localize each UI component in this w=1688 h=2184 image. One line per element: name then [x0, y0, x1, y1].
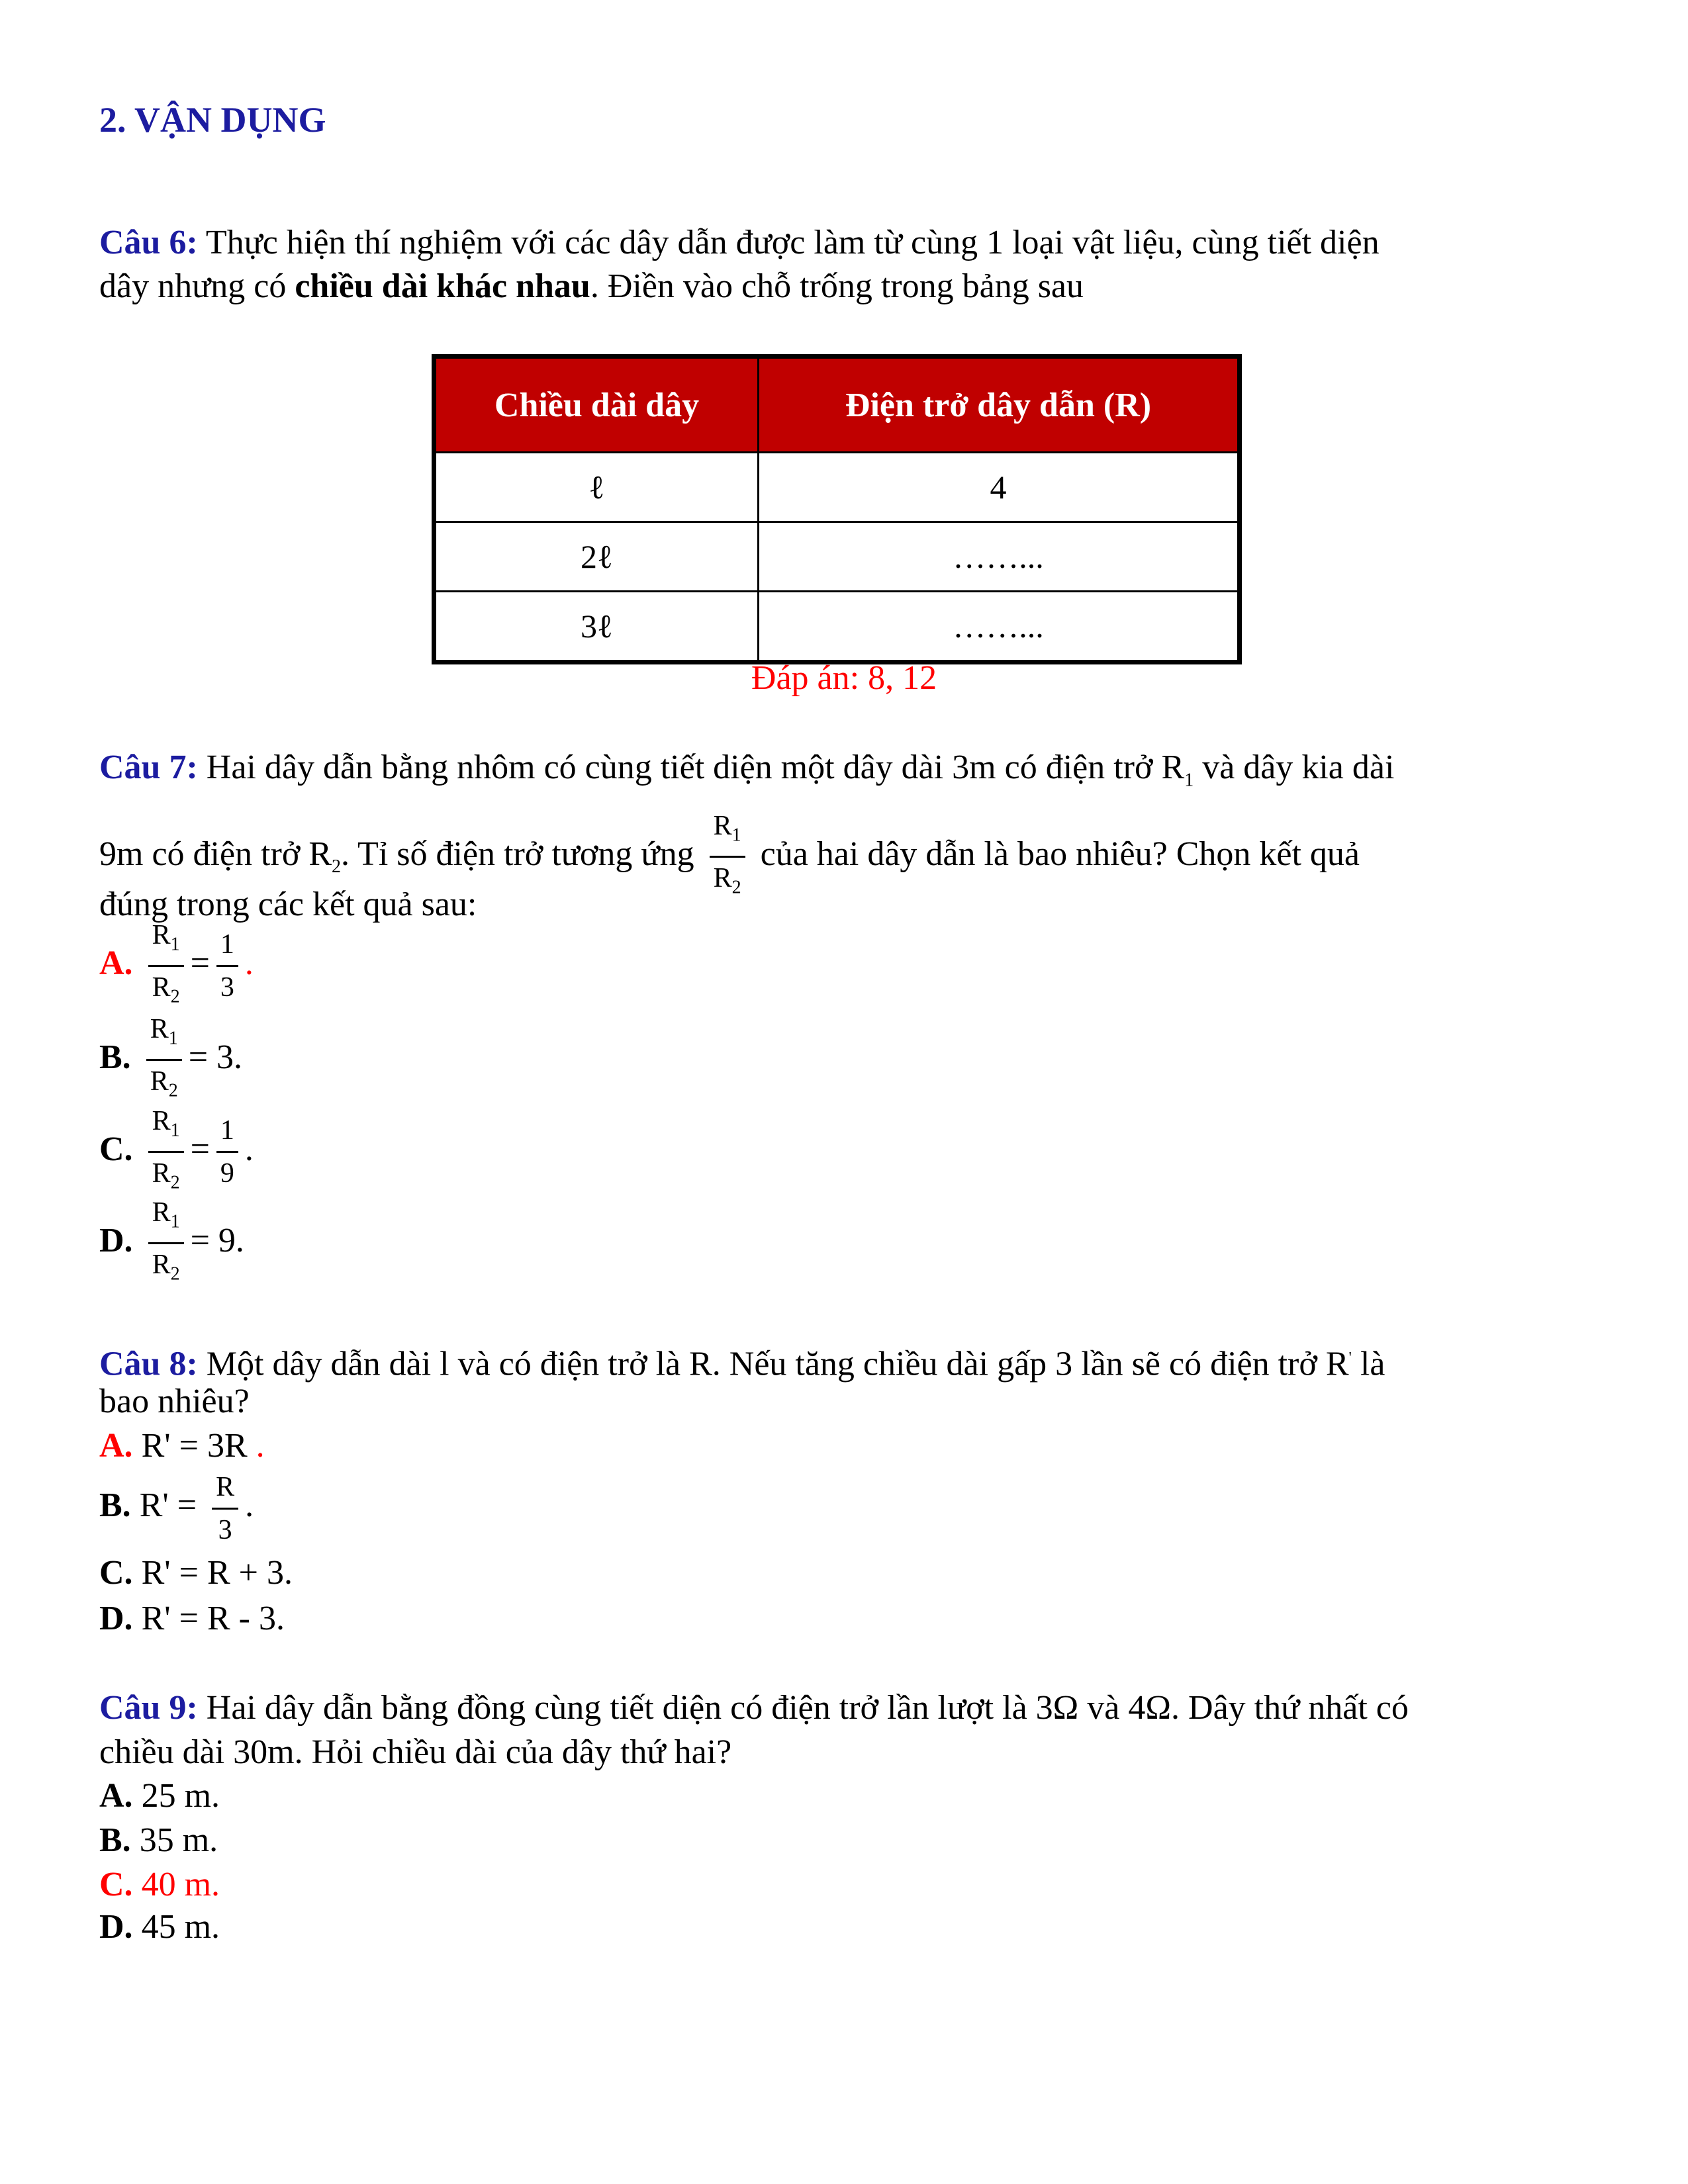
cell: ℓ	[434, 453, 759, 522]
q8-line1: Câu 8: Một dây dẫn dài l và có điện trở là R. Nếu tăng chiều dài gấp 3 lần sẽ có điện trở R' là	[99, 1345, 1385, 1383]
q9-line2: chiều dài 30m. Hỏi chiều dài của dây thứ hai?	[99, 1733, 732, 1771]
q9-option-c[interactable]: C. 40 m.	[99, 1866, 220, 1903]
q7-option-c[interactable]: C. $\frac{R_1}{R_2}$ = $\frac{1}{9}$ .	[99, 1101, 254, 1204]
section-heading: 2. VẬN DỤNG	[99, 100, 326, 140]
resistance-table	[432, 354, 1242, 664]
table-row	[434, 522, 1240, 592]
q9-option-d[interactable]: D. 45 m.	[99, 1908, 220, 1946]
q6-line2: dây nhưng có chiều dài khác nhau. Điền vào chỗ trống trong bảng sau	[99, 267, 1084, 305]
ratio-fraction: $\frac{R_1}{R_2}$	[710, 805, 745, 909]
q9-option-b[interactable]: B. 35 m.	[99, 1821, 218, 1859]
q6-answer: Đáp án: 8, 12	[751, 659, 937, 697]
q7-option-b[interactable]: B. $\frac{R_1}{R_2}$ = 3.	[99, 1009, 242, 1112]
table-row	[434, 592, 1240, 662]
cell: 3ℓ	[434, 592, 759, 662]
q7-line3: đúng trong các kết quả sau:	[99, 886, 477, 923]
header-resistance: Điện trở dây dẫn (R)	[759, 357, 1240, 453]
q8-option-a[interactable]: A. R' = 3R .	[99, 1427, 265, 1465]
q8-line2: bao nhiêu?	[99, 1383, 250, 1420]
q7-line2: 9m có điện trở $R_2$. Tỉ số điện trở tương ứng $\frac{R_1}{R_2}$ của hai dây dẫn là bao nhiêu? Chọn kết quả	[99, 805, 1360, 909]
q8-option-d[interactable]: D. R' = R - 3.	[99, 1600, 285, 1637]
cell: 2ℓ	[434, 522, 759, 592]
q6-line1: Câu 6: Thực hiện thí nghiệm với các dây dẫn được làm từ cùng 1 loại vật liệu, cùng tiết diện	[99, 224, 1380, 261]
cell: 4	[759, 453, 1240, 522]
q8-option-c[interactable]: C. R' = R + 3.	[99, 1554, 293, 1592]
q9-option-a[interactable]: A. 25 m.	[99, 1777, 220, 1815]
cell: ……...	[759, 592, 1240, 662]
q7-option-a[interactable]: A. $\frac{R_1}{R_2}$ = $\frac{1}{3}$ .	[99, 915, 254, 1018]
cell: ……...	[759, 522, 1240, 592]
header-length: Chiều dài dây	[434, 357, 759, 453]
q7-line1: Câu 7: Hai dây dẫn bằng nhôm có cùng tiết diện một dây dài 3m có điện trở $R_1$ và dây kia dài	[99, 749, 1395, 791]
table-row	[434, 453, 1240, 522]
q8-option-b[interactable]: B. R' = $\frac{R}{3}$ .	[99, 1459, 254, 1552]
q9-line1: Câu 9: Hai dây dẫn bằng đồng cùng tiết diện có điện trở lần lượt là 3Ω và 4Ω. Dây thứ nhất có	[99, 1689, 1409, 1727]
q7-option-d[interactable]: D. $\frac{R_1}{R_2}$ = 9.	[99, 1192, 244, 1295]
